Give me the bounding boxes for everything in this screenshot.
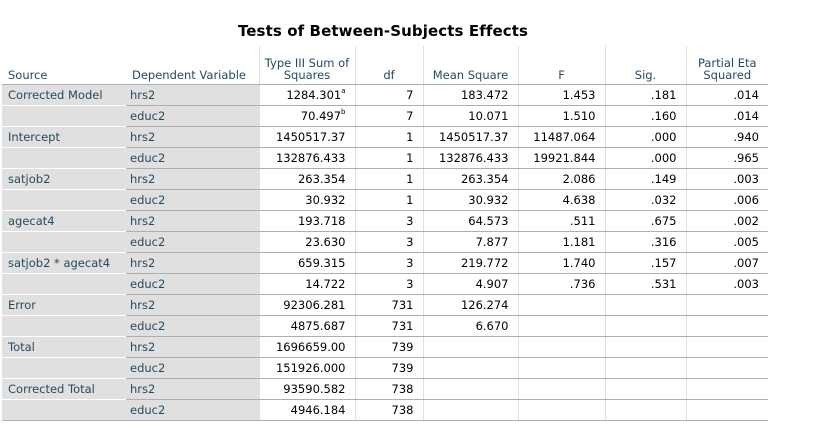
sig-cell	[605, 106, 686, 127]
source-cell	[2, 232, 126, 253]
dependent-variable-cell-value: hrs2	[130, 340, 156, 354]
f-cell	[518, 106, 605, 127]
source-cell	[2, 190, 126, 211]
table-row	[2, 148, 768, 169]
sig-cell	[605, 358, 686, 379]
df-cell-value: 1	[406, 151, 414, 165]
mean-square-cell	[423, 232, 518, 253]
df-cell-value: 3	[406, 214, 414, 228]
mean-square-cell	[423, 148, 518, 169]
partial-eta-squared-cell-value: .014	[733, 88, 759, 102]
sig-cell-value: .181	[650, 88, 677, 102]
df-cell-value: 7	[406, 88, 414, 102]
f-cell-value: 19921.844	[533, 151, 596, 165]
source-cell	[2, 127, 126, 148]
f-cell	[518, 358, 605, 379]
df-cell-value: 738	[391, 403, 414, 417]
partial-eta-squared-cell-value: .940	[733, 130, 759, 144]
df-cell	[355, 295, 423, 316]
partial-eta-squared-cell-value: .003	[733, 172, 759, 186]
dependent-variable-cell-value: educ2	[130, 109, 166, 123]
mean-square-cell-value: 7.877	[475, 235, 509, 249]
f-cell-value: 2.086	[562, 172, 596, 186]
dependent-variable-cell	[126, 190, 259, 211]
dependent-variable-cell-value: educ2	[130, 151, 166, 165]
f-cell	[518, 379, 605, 400]
header-dependent-variable: Dependent Variable	[126, 46, 259, 85]
sig-cell-value: .149	[650, 172, 677, 186]
table-title: Tests of Between-Subjects Effects	[237, 22, 529, 40]
sum-of-squares-cell-value: 151926.000	[275, 361, 346, 375]
partial-eta-squared-cell	[686, 358, 768, 379]
source-cell-value: agecat4	[8, 214, 55, 228]
sum-of-squares-cell	[259, 358, 355, 379]
table-row	[2, 337, 768, 358]
footnote-marker: a	[341, 87, 346, 95]
dependent-variable-cell-value: hrs2	[130, 88, 156, 102]
f-cell	[518, 190, 605, 211]
dependent-variable-cell	[126, 232, 259, 253]
f-cell	[518, 85, 605, 106]
dependent-variable-cell	[126, 358, 259, 379]
df-cell	[355, 232, 423, 253]
partial-eta-squared-cell	[686, 400, 768, 421]
partial-eta-squared-cell-value: .006	[733, 193, 759, 207]
source-cell	[2, 358, 126, 379]
partial-eta-squared-cell	[686, 148, 768, 169]
df-cell	[355, 211, 423, 232]
dependent-variable-cell	[126, 148, 259, 169]
f-cell	[518, 211, 605, 232]
partial-eta-squared-cell	[686, 253, 768, 274]
mean-square-cell-value: 263.354	[460, 172, 509, 186]
sum-of-squares-cell-value: 659.315	[297, 256, 346, 270]
source-cell	[2, 337, 126, 358]
dependent-variable-cell	[126, 169, 259, 190]
source-cell	[2, 169, 126, 190]
table-body	[2, 85, 768, 421]
sig-cell	[605, 274, 686, 295]
sig-cell	[605, 337, 686, 358]
dependent-variable-cell	[126, 253, 259, 274]
f-cell-value: 1.740	[562, 256, 596, 270]
df-cell	[355, 106, 423, 127]
dependent-variable-cell-value: hrs2	[130, 130, 156, 144]
table-row	[2, 295, 768, 316]
source-cell-value: Corrected Total	[8, 382, 95, 396]
sum-of-squares-cell-value: 70.497	[300, 109, 342, 123]
f-cell-value: 11487.064	[533, 130, 596, 144]
sum-of-squares-cell	[259, 316, 355, 337]
dependent-variable-cell-value: hrs2	[130, 382, 156, 396]
sig-cell	[605, 316, 686, 337]
mean-square-cell	[423, 274, 518, 295]
sum-of-squares-cell-value: 30.932	[305, 193, 346, 207]
f-cell	[518, 169, 605, 190]
header-partial-eta-squared: Partial Eta Squared	[686, 46, 768, 85]
dependent-variable-cell-value: educ2	[130, 403, 166, 417]
df-cell	[355, 85, 423, 106]
partial-eta-squared-cell	[686, 232, 768, 253]
sig-cell	[605, 148, 686, 169]
partial-eta-squared-cell	[686, 295, 768, 316]
f-cell-value: 1.510	[562, 109, 596, 123]
f-cell-value: .511	[569, 214, 596, 228]
sum-of-squares-cell	[259, 295, 355, 316]
f-cell	[518, 316, 605, 337]
sig-cell	[605, 85, 686, 106]
df-cell-value: 3	[406, 235, 414, 249]
df-cell-value: 738	[391, 382, 414, 396]
f-cell-value: 1.453	[562, 88, 596, 102]
source-cell-value: satjob2	[8, 172, 51, 186]
mean-square-cell	[423, 85, 518, 106]
df-cell-value: 731	[391, 298, 414, 312]
sig-cell-value: .675	[650, 214, 677, 228]
mean-square-cell	[423, 169, 518, 190]
partial-eta-squared-cell-value: .007	[733, 256, 759, 270]
df-cell	[355, 400, 423, 421]
mean-square-cell-value: 1450517.37	[438, 130, 509, 144]
sum-of-squares-cell-value: 263.354	[297, 172, 346, 186]
mean-square-cell	[423, 379, 518, 400]
header-row	[2, 46, 768, 85]
df-cell-value: 739	[391, 340, 414, 354]
df-cell	[355, 379, 423, 400]
df-cell-value: 7	[406, 109, 414, 123]
between-subjects-effects-table	[2, 46, 768, 421]
mean-square-cell	[423, 211, 518, 232]
sum-of-squares-cell	[259, 274, 355, 295]
partial-eta-squared-cell-value: .005	[733, 235, 759, 249]
mean-square-cell-value: 132876.433	[438, 151, 509, 165]
dependent-variable-cell	[126, 85, 259, 106]
f-cell-value: 4.638	[562, 193, 596, 207]
df-cell-value: 739	[391, 361, 414, 375]
dependent-variable-cell	[126, 379, 259, 400]
table-row	[2, 190, 768, 211]
source-cell	[2, 400, 126, 421]
source-cell-value: Error	[8, 298, 37, 312]
sum-of-squares-cell-value: 1284.301	[286, 88, 342, 102]
source-cell	[2, 379, 126, 400]
df-cell	[355, 358, 423, 379]
sig-cell-value: .157	[650, 256, 677, 270]
f-cell	[518, 400, 605, 421]
mean-square-cell-value: 6.670	[475, 319, 509, 333]
sum-of-squares-cell	[259, 232, 355, 253]
sum-of-squares-cell	[259, 148, 355, 169]
source-cell	[2, 253, 126, 274]
partial-eta-squared-cell	[686, 85, 768, 106]
source-cell-value: Total	[8, 340, 35, 354]
mean-square-cell-value: 64.573	[468, 214, 509, 228]
dependent-variable-cell-value: educ2	[130, 277, 166, 291]
df-cell	[355, 127, 423, 148]
source-cell-value: Corrected Model	[8, 88, 103, 102]
sum-of-squares-cell	[259, 190, 355, 211]
df-cell-value: 731	[391, 319, 414, 333]
sig-cell-value: .000	[650, 130, 677, 144]
header-source: Source	[2, 46, 126, 85]
sum-of-squares-cell-value: 4875.687	[290, 319, 346, 333]
mean-square-cell	[423, 190, 518, 211]
sum-of-squares-cell	[259, 379, 355, 400]
sig-cell	[605, 400, 686, 421]
table-row	[2, 400, 768, 421]
source-cell	[2, 316, 126, 337]
sum-of-squares-cell-value: 23.630	[305, 235, 346, 249]
mean-square-cell	[423, 400, 518, 421]
dependent-variable-cell	[126, 127, 259, 148]
header-df: df	[355, 46, 423, 85]
sig-cell-value: .000	[650, 151, 677, 165]
mean-square-cell-value: 4.907	[475, 277, 509, 291]
dependent-variable-cell-value: hrs2	[130, 172, 156, 186]
source-cell	[2, 274, 126, 295]
sig-cell	[605, 169, 686, 190]
table-row	[2, 358, 768, 379]
sum-of-squares-cell-value: 1696659.00	[275, 340, 346, 354]
mean-square-cell-value: 219.772	[460, 256, 509, 270]
df-cell	[355, 316, 423, 337]
dependent-variable-cell	[126, 316, 259, 337]
table-row	[2, 106, 768, 127]
sum-of-squares-cell	[259, 400, 355, 421]
partial-eta-squared-cell-value: .965	[733, 151, 759, 165]
partial-eta-squared-cell	[686, 127, 768, 148]
dependent-variable-cell-value: hrs2	[130, 214, 156, 228]
sum-of-squares-cell	[259, 106, 355, 127]
dependent-variable-cell-value: educ2	[130, 361, 166, 375]
table-row	[2, 211, 768, 232]
header-sum-of-squares: Type III Sum of Squares	[259, 46, 355, 85]
dependent-variable-cell	[126, 106, 259, 127]
sum-of-squares-cell	[259, 253, 355, 274]
sum-of-squares-cell-value: 1450517.37	[275, 130, 346, 144]
header-mean-square: Mean Square	[423, 46, 518, 85]
mean-square-cell	[423, 358, 518, 379]
sum-of-squares-cell-value: 132876.433	[275, 151, 346, 165]
sum-of-squares-cell	[259, 127, 355, 148]
sig-cell-value: .160	[650, 109, 677, 123]
sig-cell-value: .316	[650, 235, 677, 249]
partial-eta-squared-cell	[686, 190, 768, 211]
sum-of-squares-cell	[259, 337, 355, 358]
partial-eta-squared-cell	[686, 211, 768, 232]
df-cell	[355, 190, 423, 211]
partial-eta-squared-cell-value: .014	[733, 109, 759, 123]
df-cell	[355, 169, 423, 190]
df-cell	[355, 253, 423, 274]
df-cell-value: 1	[406, 172, 414, 186]
sig-cell	[605, 190, 686, 211]
table-row	[2, 316, 768, 337]
table-row	[2, 85, 768, 106]
sig-cell	[605, 253, 686, 274]
table-row	[2, 379, 768, 400]
partial-eta-squared-cell-value: .003	[733, 277, 759, 291]
sig-cell-value: .531	[650, 277, 677, 291]
mean-square-cell-value: 126.274	[460, 298, 509, 312]
partial-eta-squared-cell	[686, 274, 768, 295]
sig-cell	[605, 379, 686, 400]
sig-cell	[605, 295, 686, 316]
f-cell	[518, 295, 605, 316]
f-cell	[518, 127, 605, 148]
dependent-variable-cell	[126, 400, 259, 421]
sig-cell	[605, 232, 686, 253]
footnote-marker: b	[341, 108, 346, 116]
dependent-variable-cell	[126, 211, 259, 232]
partial-eta-squared-cell	[686, 169, 768, 190]
source-cell	[2, 211, 126, 232]
mean-square-cell	[423, 316, 518, 337]
sig-cell	[605, 127, 686, 148]
mean-square-cell	[423, 253, 518, 274]
dependent-variable-cell-value: educ2	[130, 193, 166, 207]
mean-square-cell	[423, 337, 518, 358]
df-cell-value: 1	[406, 193, 414, 207]
dependent-variable-cell-value: hrs2	[130, 298, 156, 312]
dependent-variable-cell	[126, 295, 259, 316]
df-cell-value: 1	[406, 130, 414, 144]
f-cell	[518, 337, 605, 358]
source-cell-value: Intercept	[8, 130, 60, 144]
table-row	[2, 274, 768, 295]
dependent-variable-cell-value: educ2	[130, 319, 166, 333]
mean-square-cell	[423, 295, 518, 316]
sig-cell	[605, 211, 686, 232]
mean-square-cell-value: 10.071	[468, 109, 509, 123]
sum-of-squares-cell-value: 193.718	[297, 214, 346, 228]
f-cell-value: .736	[569, 277, 596, 291]
table-row	[2, 127, 768, 148]
f-cell	[518, 253, 605, 274]
df-cell	[355, 148, 423, 169]
sum-of-squares-cell-value: 14.722	[305, 277, 346, 291]
dependent-variable-cell	[126, 274, 259, 295]
partial-eta-squared-cell	[686, 379, 768, 400]
f-cell-value: 1.181	[562, 235, 596, 249]
mean-square-cell-value: 183.472	[460, 88, 509, 102]
header-f: F	[518, 46, 605, 85]
df-cell	[355, 274, 423, 295]
partial-eta-squared-cell	[686, 106, 768, 127]
f-cell	[518, 274, 605, 295]
table-row	[2, 232, 768, 253]
f-cell	[518, 232, 605, 253]
dependent-variable-cell-value: educ2	[130, 235, 166, 249]
df-cell-value: 3	[406, 256, 414, 270]
table-row	[2, 169, 768, 190]
mean-square-cell	[423, 127, 518, 148]
table-row	[2, 253, 768, 274]
mean-square-cell-value: 30.932	[468, 193, 509, 207]
source-cell	[2, 148, 126, 169]
sig-cell-value: .032	[650, 193, 677, 207]
partial-eta-squared-cell-value: .002	[733, 214, 759, 228]
sum-of-squares-cell	[259, 169, 355, 190]
source-cell	[2, 85, 126, 106]
dependent-variable-cell-value: hrs2	[130, 256, 156, 270]
source-cell	[2, 295, 126, 316]
mean-square-cell	[423, 106, 518, 127]
sum-of-squares-cell-value: 93590.582	[283, 382, 346, 396]
partial-eta-squared-cell	[686, 316, 768, 337]
source-cell	[2, 106, 126, 127]
sum-of-squares-cell	[259, 211, 355, 232]
header-sig: Sig.	[605, 46, 686, 85]
sum-of-squares-cell-value: 92306.281	[283, 298, 346, 312]
dependent-variable-cell	[126, 337, 259, 358]
source-cell-value: satjob2 * agecat4	[8, 256, 111, 270]
partial-eta-squared-cell	[686, 337, 768, 358]
df-cell	[355, 337, 423, 358]
sum-of-squares-cell-value: 4946.184	[290, 403, 346, 417]
df-cell-value: 3	[406, 277, 414, 291]
sum-of-squares-cell	[259, 85, 355, 106]
f-cell	[518, 148, 605, 169]
